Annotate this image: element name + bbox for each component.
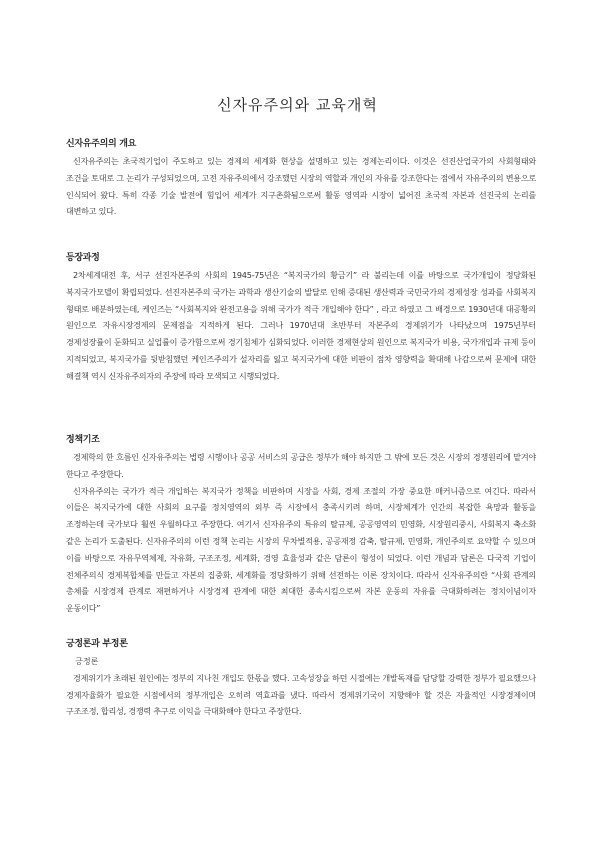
document-title: 신자유주의와 교육개혁 bbox=[217, 96, 378, 114]
section-pros-cons bbox=[66, 638, 536, 720]
section-heading: 신자유주의의 개요 bbox=[66, 139, 136, 149]
section-subheading: 긍정론 bbox=[75, 656, 99, 666]
section-emergence bbox=[66, 252, 536, 385]
section-heading: 정책기조 bbox=[66, 435, 100, 445]
section-paragraph: 경제위기가 초래된 원인에는 정부의 지나친 개입도 한몫을 했다. 고속성장을 하던 시절에는 개발독재를 담당할 강력한 정부가 필요했으나 경제자율화가 필요한 시점에서의 정부개입은 오히려 역효과를 냈다. 따라서 경제위기국이 지향해야 할 것은 자율적인 시장경제이며 구조조정, 합리성, 경쟁력 추구로 이익을 극대화해야 한다고 주장한다. bbox=[66, 672, 536, 717]
section-paragraph: 경제학의 한 흐름인 신자유주의는 법령 시행이나 공공 서비스의 공급은 정부가 해야 하지만 그 밖에 모든 것은 시장의 경쟁원리에 맡겨야 한다고 주장한다. bbox=[66, 452, 536, 479]
section-paragraph: 신자유주의는 초국적기업이 주도하고 있는 경제의 세계화 현상을 설명하고 있는 경제논리이다. 이것은 선진산업국가의 사회형태와 조건을 토대로 그 논리가 구성되었으며, 고전 자유주의에서 강조했던 시장의 역할과 개인의 자유를 강조한다는 점에서 자유주의의 변용으로 인식되어 왔다. 특히 각종 기술 발전에 힘입어 세계가 지구촌화됨으로써 활동 영역과 시장이 넓어진 초국적 자본과 선진국의 논리를 대변하고 있다. bbox=[66, 156, 536, 217]
section-paragraph: 2차세계대전 후, 서구 선진자본주의 사회의 1945-75년은 “복지국가의 황금기” 라 불리는데 이를 바탕으로 국가개입이 정당화된 복지국가모델이 확립되었다. 선진자본주의 국가는 과학과 생산기술의 발달로 인해 증대된 생산력과 국민국가의 경제성장 성과를 사회복지 형태로 배분하였는데, 케인즈는 “사회복지와 완전고용을 위해 국가가 적극 개입해야 한다” , 라고 하였고 그 배경으로 1930년대 대공황의 원인으로 자유시장경제의 문제점을 지적하게 된다. 그러나 1970년대 초반부터 자본주의 경제위기가 나타났으며 1975년부터 경제성장률이 둔화되고 실업률이 증가함으로써 경기침체가 심화되었다. 이러한 경제현상의 원인으로 복지국가 비용, 국가개입과 규제 등이 지적되었고, 복지국가를 뒷받침했던 케인즈주의가 설자리를 잃고 복지국가에 대한 비판이 점차 영향력을 확대해 나감으로써 문제에 대한 해결책 역시 신자유주의자의 주장에 따라 모색되고 시행되었다. bbox=[66, 270, 536, 381]
section-policy bbox=[66, 434, 536, 617]
section-heading: 등장과정 bbox=[66, 253, 100, 263]
section-heading: 긍정론과 부정론 bbox=[66, 639, 128, 649]
section-overview bbox=[66, 138, 536, 220]
section-paragraph: 신자유주의는 국가가 적극 개입하는 복지국가 정책을 비판하며 시장을 사회, 경제 조절의 가장 중요한 매커니즘으로 여긴다. 따라서 이들은 복지국가에 대한 사회의 요구를 정치영역의 외부 즉 시장에서 충족시키려 하며, 시장체계가 인간의 복잡한 욕망과 활동을 조정하는데 국가보다 훨씬 우월하다고 주장한다. 여기서 신자유주의 특유의 탈규제, 공공영역의 민영화, 시장원리중시, 사회복지 축소화 같은 논리가 도출된다. 신자유주의의 이런 정책 논리는 시장의 무차별적용, 공공재정 감축, 탈규제, 민영화, 개인주의로 요약할 수 있으며 이를 바탕으로 자유무역체제, 자유화, 구조조정, 세계화, 경영 효율성과 같은 담론이 형성이 되었다. 이런 개념과 담론은 다국적 기업이 전체주의식 경제복합체를 만들고 자본의 집중화, 세계화를 정당화하기 위해 선전하는 이론 장치이다. 따라서 신자유주의란 “사회 관계의 총체를 시장경제 관계로 재편하거나 시장경제 관계에 대한 최대한 종속시킴으로써 자본 운동의 자유를 극대화하려는 정치이념이자 운동이다” bbox=[66, 485, 536, 614]
